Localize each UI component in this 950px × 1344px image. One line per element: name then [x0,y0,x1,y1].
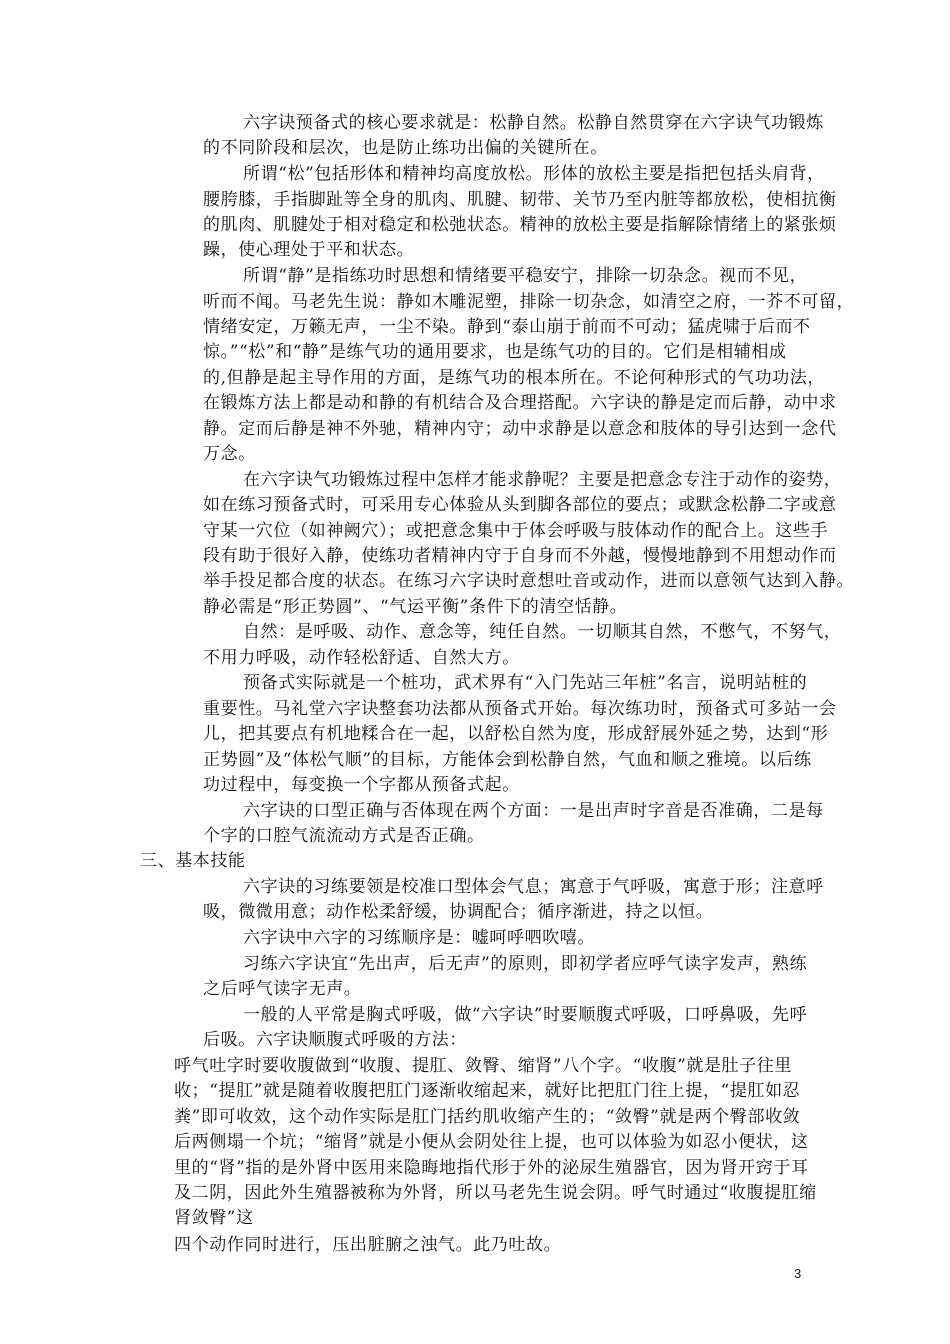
text-line: 六字诀的口型正确与否体现在两个方面：一是出声时字音是否准确，二是每 [243,801,824,821]
text-line: 儿，把其要点有机地糅合在一起，以舒松自然为度，形成舒展外延之势，达到“形 [203,724,829,744]
text-line: 后两侧塌一个坑；“缩肾”就是小便从会阴处往上提，也可以体验为如忍小便状，这 [174,1132,809,1152]
text-line: 听而不闻。马老先生说：静如木雕泥塑，排除一切杂念，如清空之府，一芥不可留， [203,292,855,312]
text-line: 之后呼气读字无声。 [203,979,362,999]
text-line: 自然：是呼吸、动作、意念等，纯任自然。一切顺其自然，不憋气，不努气， [243,622,842,642]
text-line: 一般的人平常是胸式呼吸，做“六字诀”时要顺腹式呼吸，口呼鼻吸，先呼 [243,1005,808,1025]
text-line: 正势圆”及“体松气顺”的目标，方能体会到松静自然，气血和顺之雅境。以后练 [203,750,812,770]
text-line: 静必需是“形正势圆”、“气运平衡”条件下的清空恬静。 [203,597,628,617]
page-number: 3 [794,1266,802,1281]
text-line: 六字诀预备式的核心要求就是：松静自然。松静自然贯穿在六字诀气功锻炼 [243,113,824,133]
text-line: 躁，使心理处于平和状态。 [203,240,415,260]
text-line: 吸，微微用意；动作松柔舒缓，协调配合；循序渐进，持之以恒。 [203,902,714,922]
text-line: 情绪安定，万籁无声，一尘不染。静到“泰山崩于前而不可动；猛虎啸于后而不 [203,317,811,337]
text-line: 肾敛臀”这 [174,1208,254,1228]
text-line: 守某一穴位（如神阙穴）；或把意念集中于体会呼吸与肢体动作的配合上。这些手 [203,521,829,541]
text-line: 呼气吐字时要收腹做到“收腹、提肛、敛臀、缩肾”八个字。“收腹”就是肚子往里 [174,1056,792,1076]
text-line: 在锻炼方法上都是动和静的有机结合及合理搭配。六字诀的静是定而后静，动中求 [203,393,837,413]
text-line: 举手投足都合度的状态。在练习六字诀时意想吐音或动作，进而以意领气达到入静。 [203,571,855,591]
text-line: 静。定而后静是神不外驰，精神内守；动中求静是以意念和肢体的导引达到一念代 [203,419,837,439]
text-line: 在六字诀气功锻炼过程中怎样才能求静呢？主要是把意念专注于动作的姿势， [243,470,842,490]
text-line: 腰胯膝，手指脚趾等全身的肌肉、肌腱、韧带、关节乃至内脏等都放松，使相抗衡 [203,190,837,210]
text-line: 四个动作同时进行，压出脏腑之浊气。此乃吐故。 [174,1235,562,1255]
text-line: 功过程中，每变换一个字都从预备式起。 [203,775,520,795]
text-line: 的肌肉、肌腱处于相对稳定和松弛状态。精神的放松主要是指解除情绪上的紧张烦 [203,215,837,235]
text-line: 段有助于很好入静，使练功者精神内守于自身而不外越，慢慢地静到不用想动作而 [203,546,837,566]
text-line: 六字诀的习练要领是校准口型体会气息；寓意于气呼吸，寓意于形；注意呼 [243,877,824,897]
text-line: 不用力呼吸，动作轻松舒适、自然大方。 [203,648,520,668]
text-line: 万念。 [203,444,256,464]
text-line: 个字的口腔气流流动方式是否正确。 [203,826,485,846]
text-line: 习练六字诀宜“先出声，后无声”的原则，即初学者应呼气读字发声，熟练 [243,954,808,974]
text-line: 后吸。六字诀顺腹式呼吸的方法： [203,1030,467,1050]
text-line: 预备式实际就是一个桩功，武术界有“入门先站三年桩”名言，说明站桩的 [243,673,808,693]
text-line: 所谓“松”包括形体和精神均高度放松。形体的放松主要是指把包括头肩背， [243,164,825,184]
text-line: 里的“肾”指的是外肾中医用来隐晦地指代形于外的泌尿生殖器官，因为肾开窍于耳 [174,1158,809,1178]
text-line: 的不同阶段和层次，也是防止练功出偏的关键所在。 [203,138,608,158]
text-line: 重要性。马礼堂六字诀整套功法都从预备式开始。每次练功时，预备式可多站一会 [203,699,837,719]
text-line: 的,但静是起主导作用的方面，是练气功的根本所在。不论何种形式的气功功法， [203,368,826,388]
text-line: 所谓“静”是指练功时思想和情绪要平稳安宁，排除一切杂念。视而不见， [243,266,808,286]
text-line: 收；“提肛”就是随着收腹把肛门逐渐收缩起来，就好比把肛门往上提，“提肛如忍 [174,1081,801,1101]
text-line: 及二阴，因此外生殖器被称为外肾，所以马老先生说会阴。呼气时通过“收腹提肛缩 [174,1183,817,1203]
text-line: 粪”即可收效，这个动作实际是肛门括约肌收缩产生的；“敛臀”就是两个臀部收敛 [174,1107,801,1127]
text-line: 六字诀中六字的习练顺序是：嘘呵呼呬吹嘻。 [243,928,595,948]
text-line: 惊。”“松”和“静”是练气功的通用要求，也是练气功的目的。它们是相辅相成 [203,342,787,362]
section-heading: 三、基本技能 [140,851,246,871]
text-line: 如在练习预备式时，可采用专心体验从头到脚各部位的要点；或默念松静二字或意 [203,495,837,515]
